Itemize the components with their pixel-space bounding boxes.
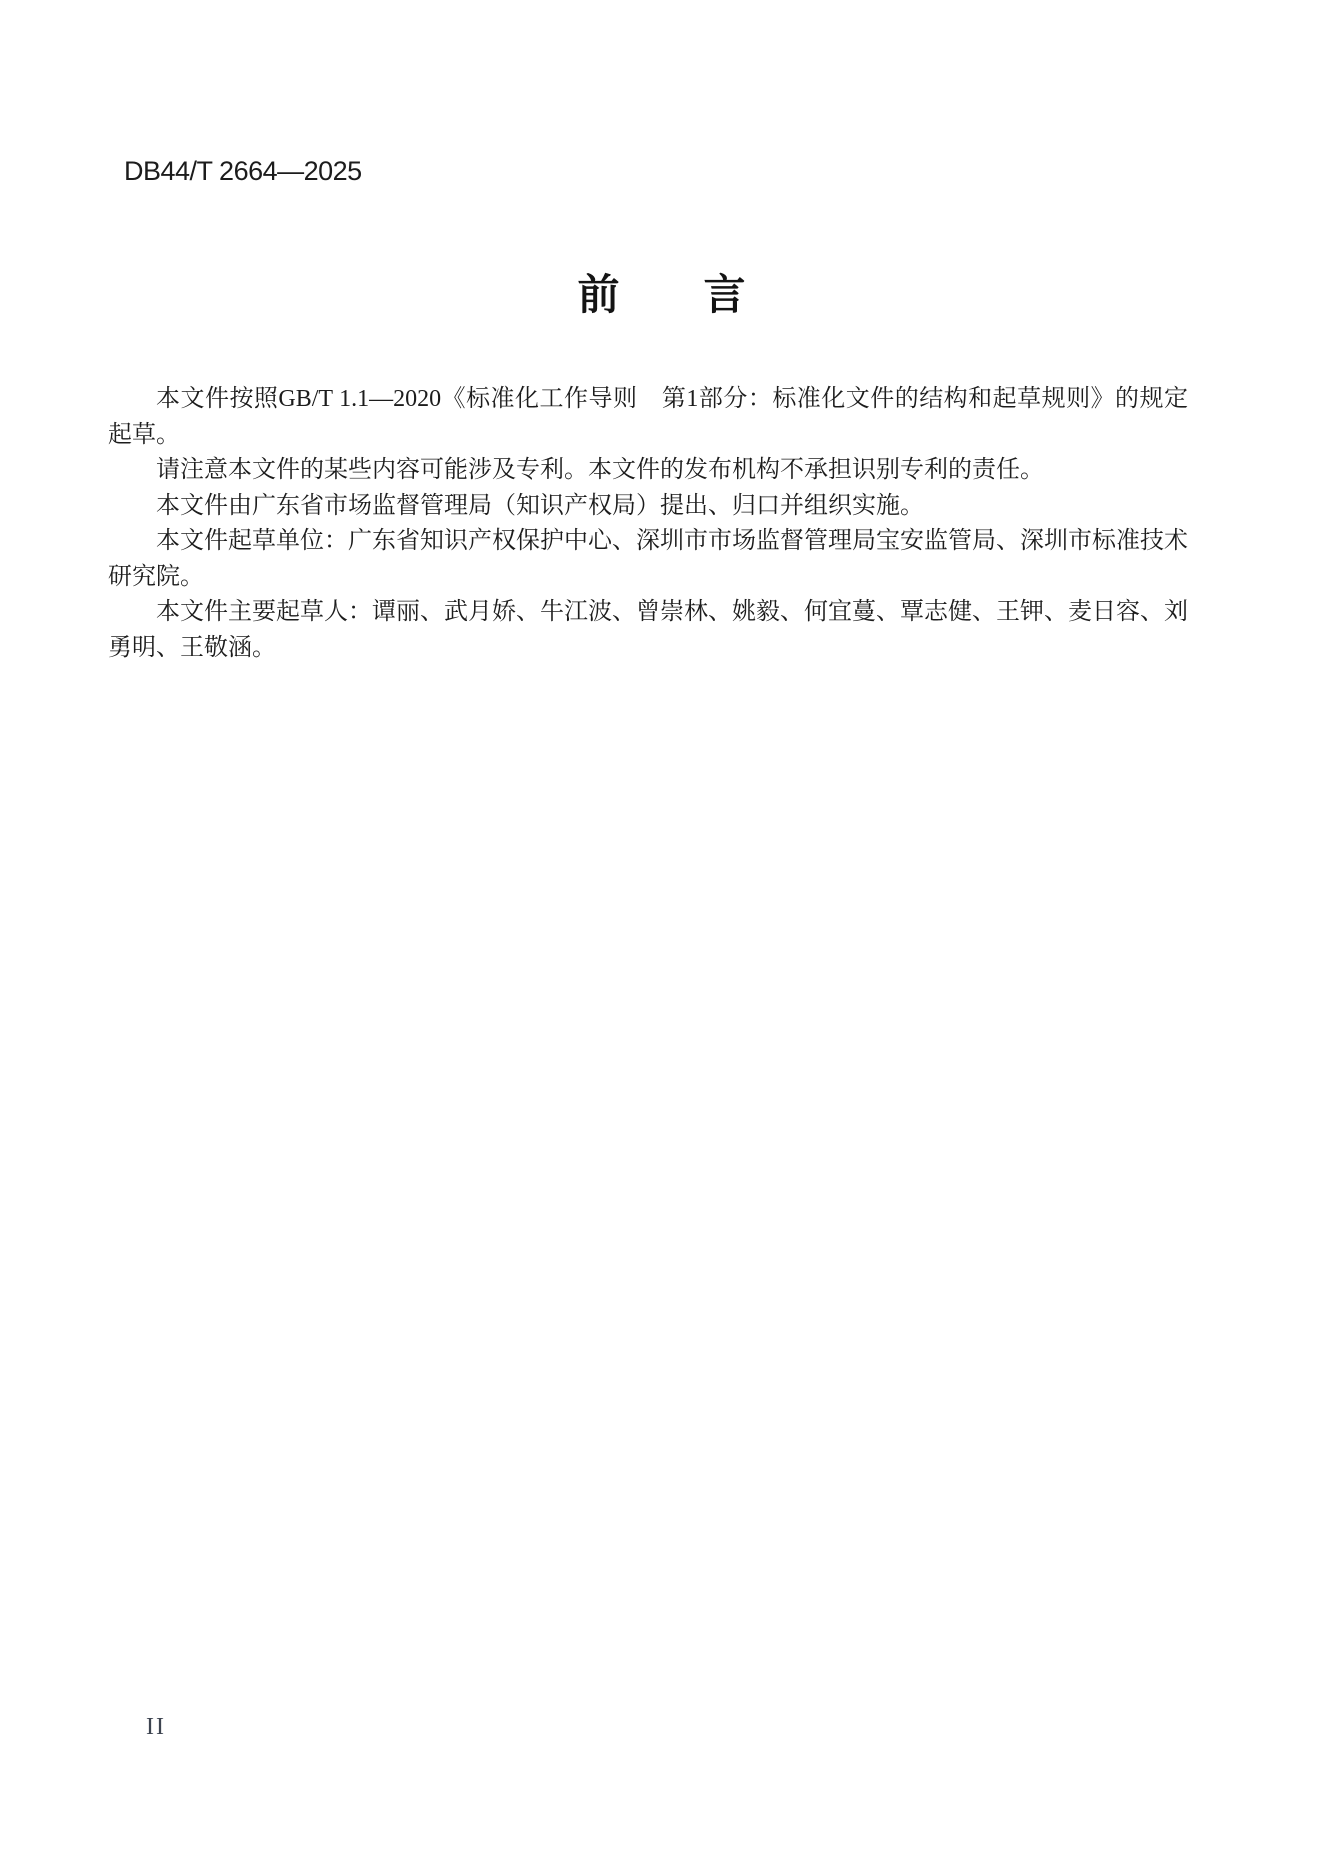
paragraph: 本文件由广东省市场监督管理局（知识产权局）提出、归口并组织实施。 xyxy=(156,492,924,519)
page-title: 前 言 xyxy=(577,271,746,318)
paragraph: 本文件起草单位：广东省知识产权保护中心、深圳市市场监督管理局宝安监管局、深圳市标准技术研究院。 xyxy=(108,528,1188,590)
foreword-body xyxy=(108,382,1188,666)
paragraph: 本文件按照GB/T 1.1—2020《标准化工作导则 第1部分：标准化文件的结构和起草规则》的规定起草。 xyxy=(108,386,1188,448)
paragraph: 请注意本文件的某些内容可能涉及专利。本文件的发布机构不承担识别专利的责任。 xyxy=(156,457,1044,483)
doc-number: DB44/T 2664—2025 xyxy=(124,156,362,186)
paragraph: 本文件主要起草人：谭丽、武月娇、牛江波、曾崇林、姚毅、何宜蔓、覃志健、王钾、麦日容、刘勇明、王敬涵。 xyxy=(108,599,1188,661)
page-number: II xyxy=(146,1714,166,1740)
